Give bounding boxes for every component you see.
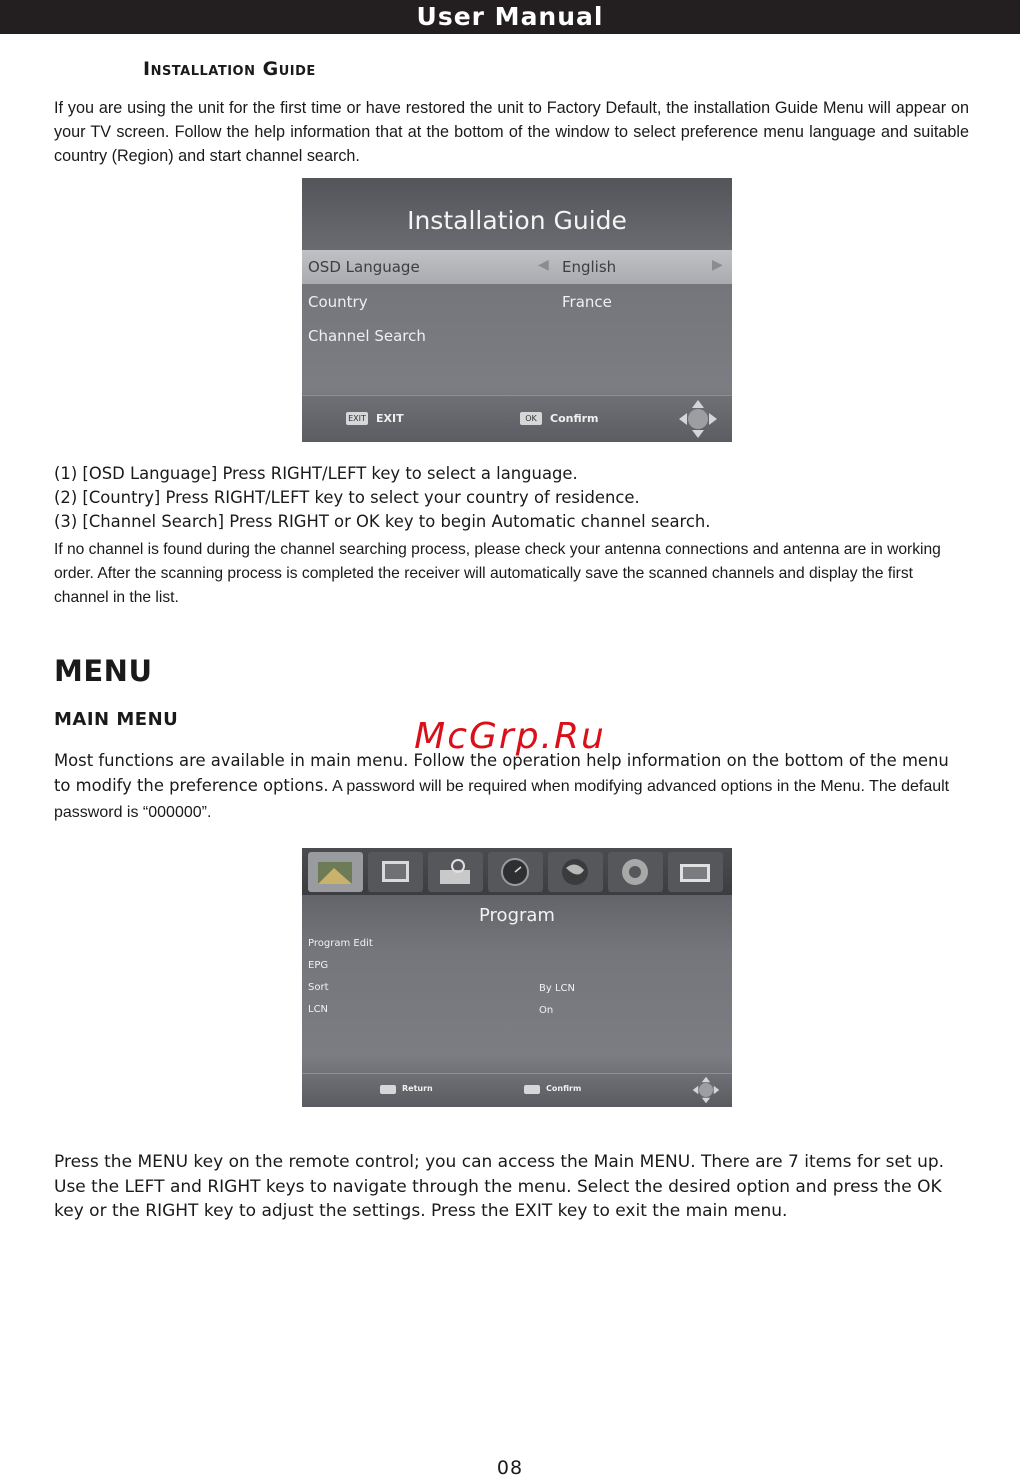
time-tab-icon bbox=[488, 852, 543, 892]
osd-language-row bbox=[302, 250, 732, 284]
watermark: McGrp.Ru bbox=[414, 716, 606, 757]
menu-heading: MENU bbox=[54, 654, 153, 688]
option-tab-icon bbox=[548, 852, 603, 892]
system-tab-icon bbox=[608, 852, 663, 892]
main-menu-instructions: Press the MENU key on the remote control; you can access the Main MENU. There are 7 items for set up. Use the LEFT and RIGHT keys to navigate through the menu. Select the desired option and press the OK key or the RIGHT key to adjust the settings. Press the EXIT key to exit the main menu. bbox=[54, 1152, 945, 1221]
confirm-label: Confirm bbox=[550, 412, 599, 425]
ok-key-icon: OK bbox=[520, 412, 542, 425]
usb-tab-icon bbox=[668, 852, 723, 892]
page-header-bar bbox=[0, 0, 1020, 34]
screen1-footer bbox=[302, 395, 732, 442]
program-edit-item: Program Edit bbox=[308, 938, 373, 949]
exit-key-icon: EXIT bbox=[346, 412, 368, 425]
exit-label: EXIT bbox=[376, 412, 404, 425]
program-menu-screenshot bbox=[302, 848, 732, 1107]
right-arrow-icon: ▶ bbox=[712, 257, 723, 273]
sort-value: By LCN bbox=[539, 983, 575, 994]
installation-intro-paragraph: If you are using the unit for the first time or have restored the unit to Factory Default, the installation Guide Menu will appear on your TV screen. Follow the help information that at the bottom of the window to select preference menu language and suitable country (Region) and start channel search. bbox=[54, 99, 969, 165]
channel-search-note: If no channel is found during the channel searching process, please check your antenna connections and antenna are in working order. After the scanning process is completed the receiver will automatically save the scanned channels and display the first channel in the list. bbox=[54, 541, 941, 606]
dpad-icon-2 bbox=[692, 1076, 720, 1104]
screen2-title: Program bbox=[479, 905, 555, 926]
sort-item: Sort bbox=[308, 982, 329, 993]
step-country: (2) [Country] Press RIGHT/LEFT key to select your country of residence. bbox=[54, 488, 640, 507]
country-label: Country bbox=[308, 293, 368, 311]
step-channel-search: (3) [Channel Search] Press RIGHT or OK key to begin Automatic channel search. bbox=[54, 512, 711, 531]
installation-guide-screenshot bbox=[302, 178, 732, 442]
main-menu-heading: MAIN MENU bbox=[54, 709, 179, 730]
step-osd-language: (1) [OSD Language] Press RIGHT/LEFT key to select a language. bbox=[54, 464, 578, 483]
installation-steps-list bbox=[54, 462, 711, 534]
program-tab-icon bbox=[308, 852, 363, 892]
channel-search-label: Channel Search bbox=[308, 327, 426, 345]
osd-language-value: English bbox=[562, 258, 617, 276]
channel-search-row bbox=[302, 319, 732, 353]
confirm-label-2: Confirm bbox=[546, 1084, 582, 1093]
return-label: Return bbox=[402, 1084, 433, 1093]
country-row bbox=[302, 285, 732, 319]
ok-key-icon-2 bbox=[524, 1085, 540, 1094]
epg-item: EPG bbox=[308, 960, 329, 971]
main-menu-paragraph bbox=[54, 748, 969, 825]
screen2-footer bbox=[302, 1073, 732, 1107]
screen1-title: Installation Guide bbox=[407, 206, 627, 235]
installation-guide-heading: Installation Guide bbox=[143, 58, 316, 80]
header-title: User Manual bbox=[416, 2, 604, 31]
search-tab-icon bbox=[428, 852, 483, 892]
lcn-value: On bbox=[539, 1005, 554, 1016]
left-arrow-icon: ◀ bbox=[538, 257, 549, 273]
menu-icon-bar bbox=[302, 848, 732, 895]
picture-tab-icon bbox=[368, 852, 423, 892]
page-number: 08 bbox=[496, 1457, 524, 1479]
country-value: France bbox=[562, 293, 612, 311]
osd-language-label: OSD Language bbox=[308, 258, 420, 276]
dpad-icon bbox=[678, 399, 718, 439]
lcn-item: LCN bbox=[308, 1004, 329, 1015]
main-menu-text-1: Most functions are available in main menu. Follow the operation help information on the bottom of the menu to modify the preference options. bbox=[54, 751, 949, 795]
main-menu-text-2: A password will be required when modifying advanced options in the Menu. The default password is “000000”. bbox=[54, 778, 950, 821]
return-key-icon bbox=[380, 1085, 396, 1094]
